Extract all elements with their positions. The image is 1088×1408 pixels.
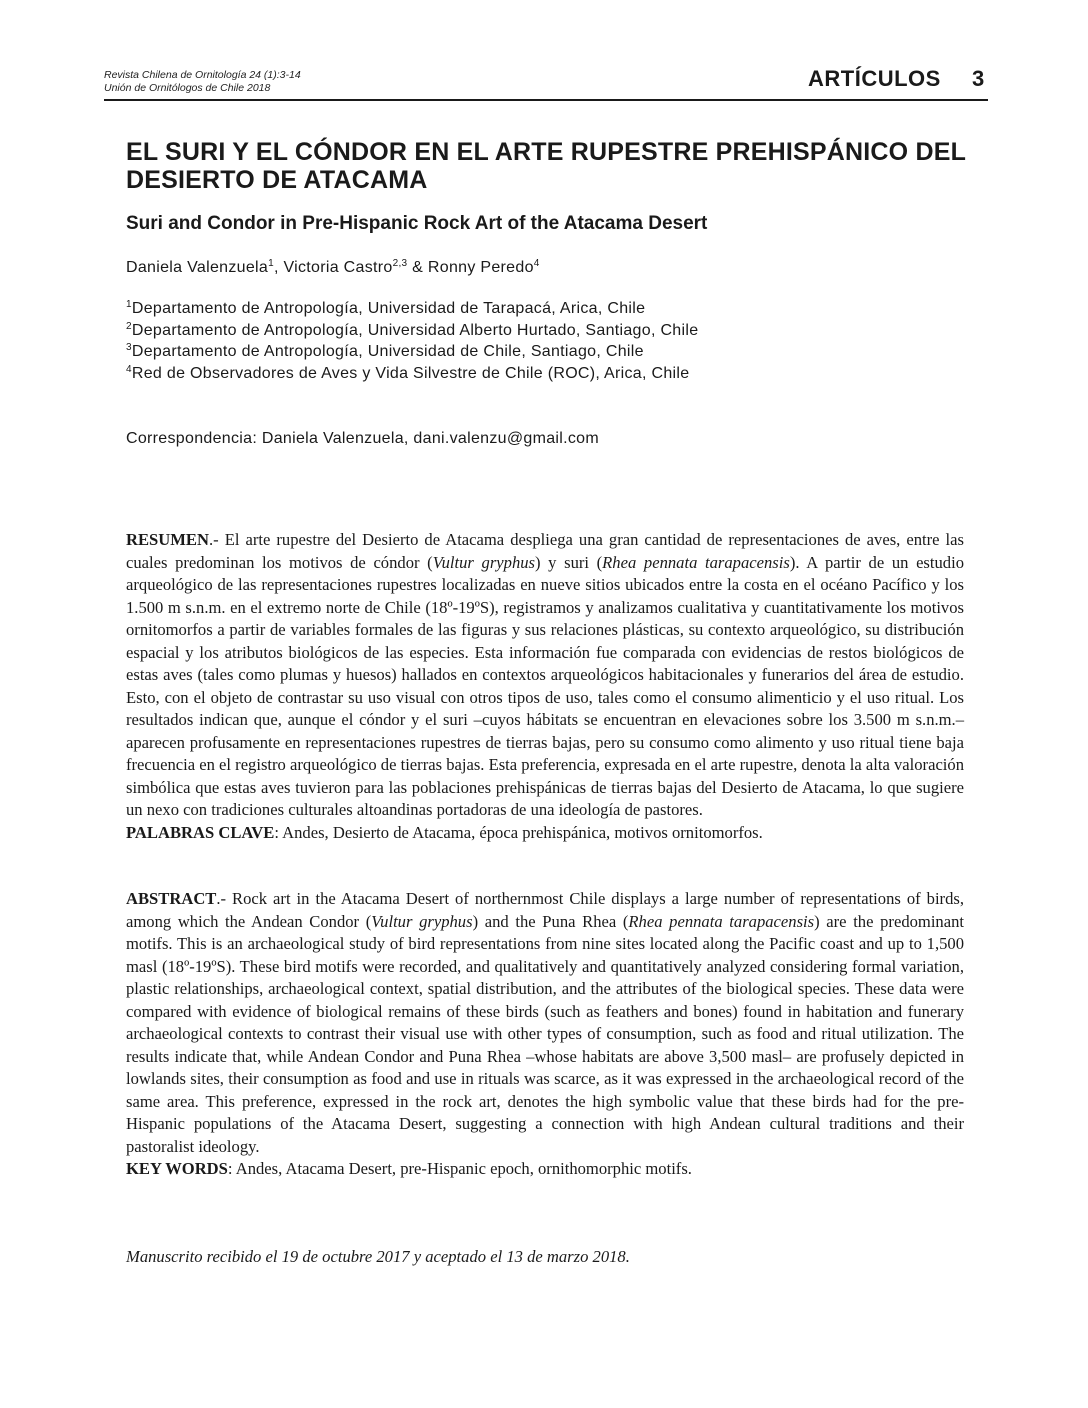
keywords-text: : Andes, Desierto de Atacama, época prehispánica, motivos ornitomorfos. [274,822,763,842]
abstract-text: ) are the predominant motifs. This is an archaeological study of bird representations from nine sites located along the Pacific coast and up to 1,500 masl (18º-19ºS). These bird motifs were recorded, and qualitatively and quantitatively analyzed considering formal variation, plastic relationships, archaeological context, spatial distribution, and the attributes of the biological species. These data were compared with evidence of biological remains of these birds (such as feathers and bones) found in habitation and funerary archaeological contexts to contrast their visual use with other types of consumption, such as food and ritual utilization. The results indicate that, while Andean Condor and Puna Rhea –whose habitats are above 3,500 masl– are profusely depicted in lowlands sites, their consumption as food and use in rituals was scarce, as it was expressed in the archaeological record of the same area. This preference, expressed in the rock art, denotes the high symbolic value that these birds had for the pre-Hispanic populations of the Atacama Desert, suggesting a connection with high Andean cultural traditions and their pastoralist ideology. [126,911,964,1156]
article-title: EL SURI Y EL CÓNDOR EN EL ARTE RUPESTRE PREHISPÁNICO DEL DESIERTO DE ATACAMA [126,138,966,194]
affiliation-item [126,298,986,320]
abstract-paragraph [126,888,964,1158]
species-name: Rhea pennata tarapacensis [628,911,815,931]
article-subtitle: Suri and Condor in Pre-Hispanic Rock Art of the Atacama Desert [126,213,708,234]
resumen-heading: RESUMEN [126,530,209,549]
abstract-section [126,888,964,1181]
keywords-heading: PALABRAS CLAVE [126,822,275,842]
affiliation-text: Red de Observadores de Aves y Vida Silvestre de Chile (ROC), Arica, Chile [131,364,690,382]
affiliation-list [126,298,986,384]
resumen-paragraph [126,529,964,822]
affiliation-text: Departamento de Antropología, Universidad de Chile, Santiago, Chile [131,343,644,360]
resumen-section [126,529,964,844]
keywords-heading: KEY WORDS [126,1159,228,1178]
species-name: Vultur gryphus [371,911,473,931]
journal-line-2: Unión de Ornitólogos de Chile 2018 [104,82,271,94]
journal-line-1: Revista Chilena de Ornitología 24 (1):3-14 [104,69,301,81]
author-list [126,257,986,279]
abstract-text: ) and the Puna Rhea ( [472,911,629,931]
affiliation-number: 1 [126,299,132,310]
resumen-text: ) y suri ( [535,552,603,572]
author-affiliation-mark: 4 [533,258,540,269]
affiliation-text: Departamento de Antropología, Universidad Alberto Hurtado, Santiago, Chile [131,321,699,339]
header-divider [104,99,988,101]
page-number: 3 [972,66,985,91]
affiliation-item [126,363,986,385]
journal-citation [104,69,504,95]
resumen-text: .- El arte rupestre del Desierto de Atacama despliega una gran cantidad de representaciones de aves, entre las cuales predominan los motivos de cóndor ( [126,530,964,572]
species-name: Vultur gryphus [432,552,535,572]
affiliation-item [126,320,986,342]
correspondence-line: Correspondencia: Daniela Valenzuela, dani.valenzu@gmail.com [126,430,600,447]
affiliation-item [126,341,986,363]
palabras-clave [126,822,964,845]
key-words [126,1158,964,1181]
affiliation-number: 4 [126,363,132,375]
author-name: Ronny Peredo [427,259,534,276]
author-name: Daniela Valenzuela [126,259,269,276]
author-affiliation-mark: 1 [268,258,274,269]
section-label: ARTÍCULOS [808,66,941,91]
affiliation-text: Departamento de Antropología, Universidad de Tarapacá, Arica, Chile [131,300,646,317]
author-affiliation-mark: 2,3 [392,258,408,269]
affiliation-number: 3 [126,342,132,353]
abstract-heading: ABSTRACT [126,889,217,908]
author-separator: , [273,259,284,276]
author-name: Victoria Castro [283,259,393,276]
species-name: Rhea pennata tarapacensis [602,552,790,572]
affiliation-number: 2 [126,320,132,332]
author-separator: & [407,259,428,276]
manuscript-dates: Manuscrito recibido el 19 de octubre 2017 y aceptado el 13 de marzo 2018. [126,1247,630,1266]
resumen-text: ). A partir de un estudio arqueológico de las representaciones rupestres localizadas en nueve sitios ubicados entre la costa en el océano Pacífico y los 1.500 m s.n.m. en el extremo norte de Chile (18º-19ºS), registramos y analizamos cualitativa y cuantitativamente los motivos ornitomorfos a partir de variables formales de las figuras y sus relaciones plásticas, su contexto arqueológico, su distribución espacial y los atributos biológicos de las especies. Esta información fue comparada con evidencias de restos biológicos de estas aves (tales como plumas y huesos) hallados en contextos arqueológicos habitacionales y funerarios del área de estudio. Esto, con el objeto de contrastar su uso visual con otros tipos de uso, tales como el consumo alimenticio y el uso ritual. Los resultados indican que, aunque el cóndor y el suri –cuyos hábitats se encuentran en elevaciones sobre los 3.500 m s.n.m.– aparecen profusamente en representaciones rupestres de tierras bajas, pero su consumo como alimento y uso ritual tiene baja frecuencia en el registro arqueológico de tierras bajas. Esta preferencia, expresada en el arte rupestre, denota la alta valoración simbólica que estas aves tuvieron para las poblaciones prehispánicas de tierras bajas del Desierto de Atacama, lo que sugiere un nexo con tradiciones culturales altoandinas portadoras de una ideología de pastores. [126,552,965,819]
keywords-text: : Andes, Atacama Desert, pre-Hispanic epoch, ornithomorphic motifs. [227,1159,692,1178]
abstract-text: .- Rock art in the Atacama Desert of northernmost Chile displays a large number of representations of birds, among which the Andean Condor ( [126,889,964,931]
